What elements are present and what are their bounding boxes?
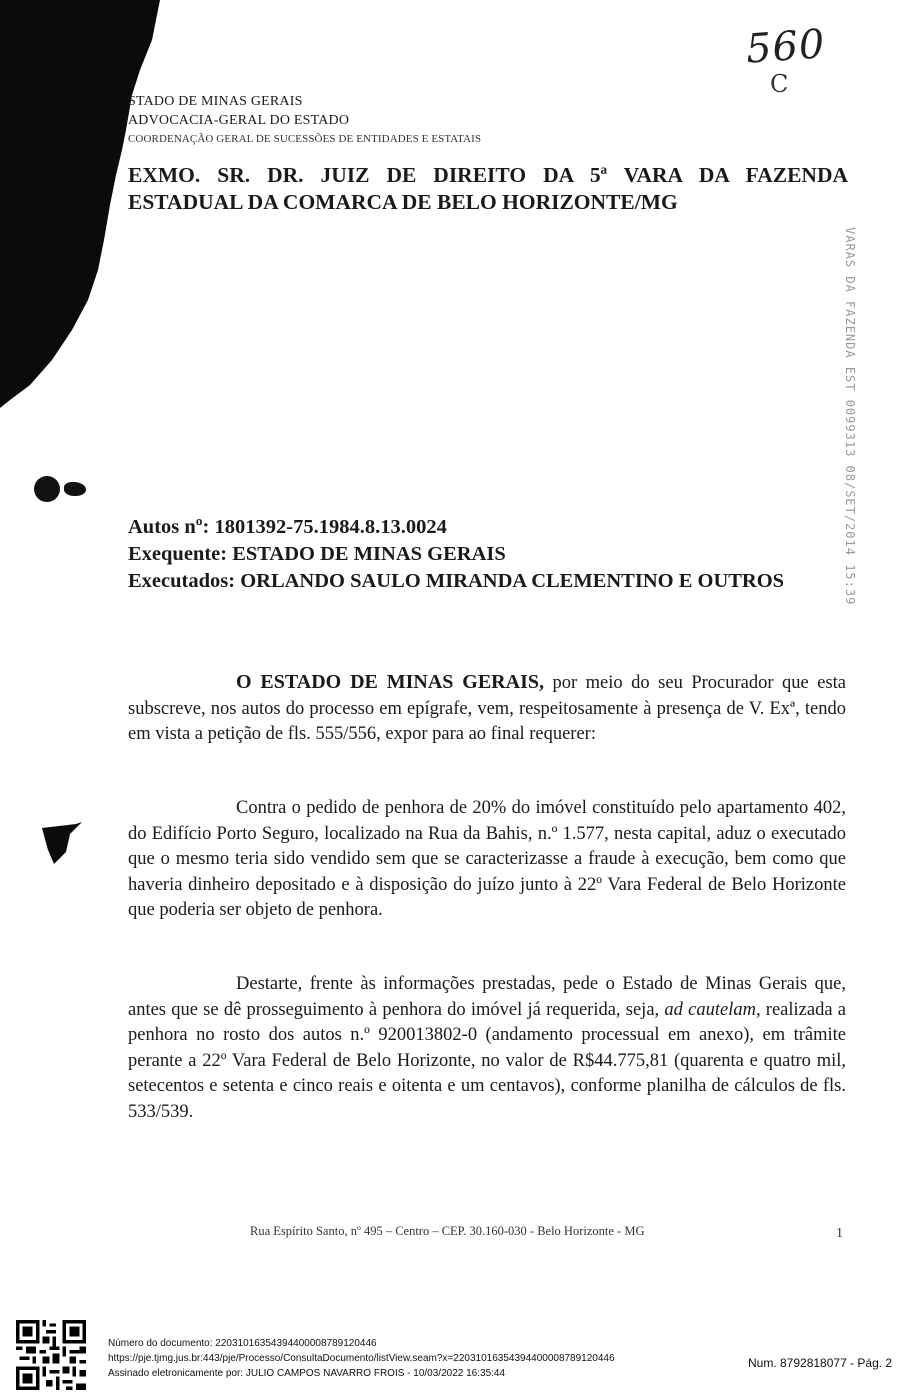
paragraph-intro-lead: O ESTADO DE MINAS GERAIS, xyxy=(236,671,544,693)
case-number-label: Autos nº: xyxy=(128,516,210,538)
case-info xyxy=(128,514,784,595)
letterhead-state: STADO DE MINAS GERAIS xyxy=(128,94,303,109)
creditor-value: ESTADO DE MINAS GERAIS xyxy=(232,543,506,565)
handwritten-page-number: 560 xyxy=(744,21,827,73)
paragraph-request-text-a: Destarte, frente às informações prestadas, pede o Estado de Minas Gerais que, antes que se dê prosseguimento à penhora do imóvel já requerida, seja, xyxy=(128,974,846,1020)
letterhead-agency: ADVOCACIA-GERAL DO ESTADO xyxy=(128,113,350,128)
qr-code-icon xyxy=(16,1320,86,1390)
paragraph-intro-text: por meio do seu Procurador que esta subscreve, nos autos do processo em epígrafe, vem, respeitosamente à presença de V. Exª, tendo em vista a petição de fls. 555/556, expor para ao final requerer: xyxy=(128,673,846,744)
addressee-heading: EXMO. SR. DR. JUIZ DE DIREITO DA 5ª VARA DA FAZENDA ESTADUAL DA COMARCA DE BELO HORIZONTE/MG xyxy=(128,163,848,214)
paragraph-argument-text: Contra o pedido de penhora de 20% do imóvel constituído pelo apartamento 402, do Edifício Porto Seguro, localizado na Rua da Bahis, n.º 1.577, nesta capital, aduz o executado que o mesmo teria sido vendido sem que se caracterizasse a fraude à execução, bem como que haveria dinheiro depositado e à disposição do juízo junto à 22º Vara Federal de Belo Horizonte que poderia ser objeto de penhora. xyxy=(128,798,846,920)
debtors-value: ORLANDO SAULO MIRANDA CLEMENTINO E OUTROS xyxy=(240,570,785,592)
punch-hole-bottom xyxy=(36,820,86,870)
debtors-label: Executados: xyxy=(128,570,236,592)
document-pagination: Num. 8792818077 - Pág. 2 xyxy=(748,1356,893,1370)
electronic-signature-info xyxy=(108,1336,615,1381)
footer-page-number: 1 xyxy=(836,1226,843,1241)
document-url[interactable]: https://pje.tjmg.jus.br:443/pje/Processo/ConsultaDocumento/listView.seam?x=22031016354394400008789120446 xyxy=(108,1353,615,1364)
document-number: Número do documento: 22031016354394400008789120446 xyxy=(108,1338,377,1349)
case-number-line xyxy=(128,514,784,541)
protocol-stamp: VARAS DA FAZENDA EST 0099313 08/SET/2014 15:39 xyxy=(843,227,857,606)
signature-line: Assinado eletronicamente por: JULIO CAMPOS NAVARRO FROIS - 10/03/2022 16:35:44 xyxy=(108,1368,506,1379)
punch-hole-top xyxy=(34,476,60,502)
debtors-line xyxy=(128,568,784,595)
paragraph-request-text-b: realizada a penhora no rosto dos autos n.º 920013802-0 (andamento processual em anexo), em trâmite perante a 22º Vara Federal de Belo Horizonte, no valor de R$44.775,81 (quarenta e quatro mil, setecentos e setenta e cinco reais e oitenta e um centavos), conforme planilha de cálculos de fls. 533/539. xyxy=(128,999,846,1122)
punch-hole-top-fragment xyxy=(64,482,86,496)
letterhead-department: COORDENAÇÃO GERAL DE SUCESSÕES DE ENTIDADES E ESTATAIS xyxy=(128,133,482,145)
footer-address: Rua Espírito Santo, nº 495 – Centro – CEP. 30.160-030 - Belo Horizonte - MG xyxy=(250,1224,645,1238)
paragraph-intro xyxy=(128,670,846,748)
paragraph-argument xyxy=(128,796,846,924)
paragraph-request-italic: ad cautelam, xyxy=(664,999,761,1020)
handwritten-mark: C xyxy=(770,70,789,98)
letterhead xyxy=(128,92,481,149)
creditor-line xyxy=(128,541,784,568)
creditor-label: Exequente: xyxy=(128,543,228,565)
case-number-value: 1801392-75.1984.8.13.0024 xyxy=(214,516,447,538)
paragraph-request xyxy=(128,972,846,1125)
